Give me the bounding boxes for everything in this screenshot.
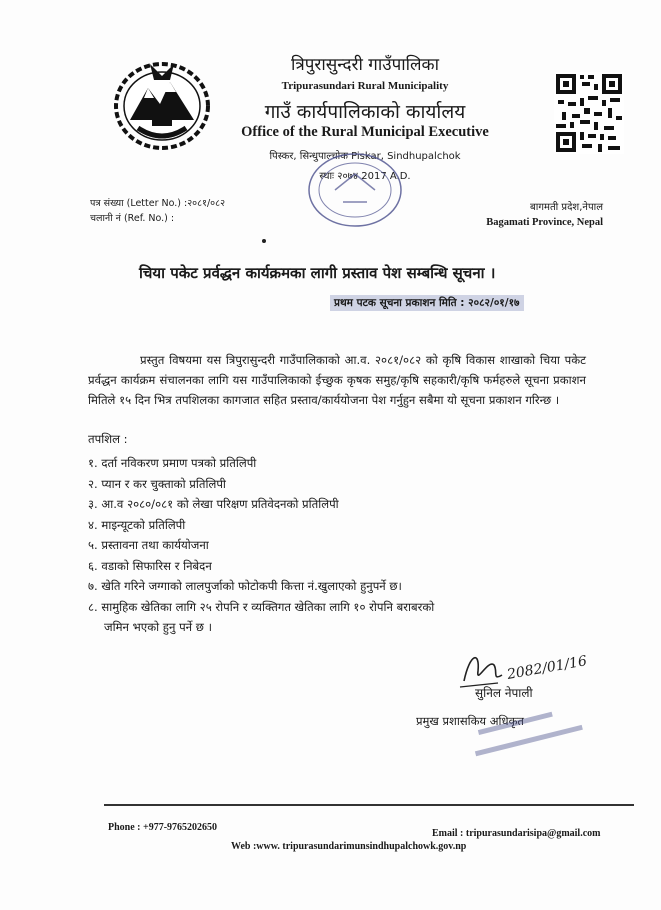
list-item-continuation: जमिन भएको हुनु पर्ने छ । bbox=[104, 620, 213, 634]
body-paragraph: प्रस्तुत विषयमा यस त्रिपुरासुन्दरी गाउँपालिकाको आ.व. २०८१/०८२ को कृषि विकास शाखाको चिया पकेट प्रर्वद्धन कार्यक्रम संचालनका लागि यस गाउँपालिकाको ईच्छुक कृषक समुह/कृषि सहकारी/कृषि फर्महरुले सूचना प्रकाशन मितिले १५ दिन भित्र तपशिलका कागजात सहित प्रस्ताव/कार्ययोजना पेश गर्नुहुन सबैमा यो सूचना प्रकाशन गरिन्छ । bbox=[88, 353, 586, 407]
list-item: ३. आ.व २०८०/०८१ को लेखा परिक्षण प्रतिवेदनको प्रतिलिपी bbox=[88, 497, 339, 511]
svg-text:2082/01/16: 2082/01/16 bbox=[505, 653, 589, 683]
office-address: पिस्कर, सिन्धुपाल्चोक Piskar, Sindhupalchok bbox=[269, 151, 461, 162]
signatory-name: सुनिल नेपाली bbox=[475, 686, 533, 700]
list-item: ७. खेति गरिने जग्गाको लालपुर्जाको फोटोकपी कित्ता नं.खुलाएको हुनुपर्ने छ। bbox=[88, 579, 402, 593]
notice-subject: चिया पकेट प्रर्वद्धन कार्यक्रमका लागी प्रस्ताव पेश सम्बन्धि सूचना । bbox=[139, 264, 496, 282]
reference-number: चलानी नं (Ref. No.) : bbox=[90, 213, 175, 224]
office-stamp bbox=[305, 150, 405, 230]
signatory-title: प्रमुख प्रशासकिय अधिकृत bbox=[416, 714, 524, 728]
province-en: Bagamati Province, Nepal bbox=[486, 217, 603, 228]
province-np: बागमती प्रदेश,नेपाल bbox=[530, 202, 603, 213]
municipality-name-en: Tripurasundari Rural Municipality bbox=[281, 80, 449, 92]
signatory-stamp bbox=[446, 702, 596, 782]
bullet-mark bbox=[262, 239, 266, 243]
notice-body bbox=[88, 350, 586, 410]
office-name-np: गाउँ कार्यपालिकाको कार्यालय bbox=[264, 101, 466, 123]
list-item: १. दर्ता नविकरण प्रमाण पत्रको प्रतिलिपी bbox=[88, 456, 257, 470]
footer-divider bbox=[104, 804, 634, 806]
publication-date: प्रथम पटक सूचना प्रकाशन मिति : २०८२/०१/१७ bbox=[330, 295, 524, 311]
letter-number: पत्र संख्या (Letter No.) :२०८१/०८२ bbox=[90, 198, 226, 209]
office-name-en: Office of the Rural Municipal Executive bbox=[241, 124, 489, 140]
list-item: ५. प्रस्तावना तथा कार्ययोजना bbox=[88, 538, 209, 552]
list-heading: तपशिल : bbox=[88, 432, 128, 446]
document-list bbox=[88, 453, 588, 638]
footer-email[interactable]: Email : tripurasundarisipa@gmail.com bbox=[432, 828, 601, 839]
footer-phone: Phone : +977-9765202650 bbox=[108, 822, 218, 833]
list-item: ८. सामुहिक खेतिका लागि २५ रोपनि र व्यक्तिगत खेतिका लागि १० रोपनि बराबरको bbox=[88, 599, 435, 614]
list-item: ६. वडाको सिफारिस र निबेदन bbox=[88, 558, 212, 573]
qr-code-icon bbox=[554, 72, 624, 154]
established-year: स्थाः २०७४ 2017 A.D. bbox=[319, 171, 411, 182]
footer-website[interactable]: Web :www. tripurasundarimunsindhupalchowk.gov.np bbox=[231, 841, 467, 852]
list-item: ४. माइन्यूटको प्रतिलिपी bbox=[88, 517, 186, 532]
list-item: २. प्यान र कर चुक्ताको प्रतिलिपी bbox=[88, 476, 226, 491]
municipality-name-np: त्रिपुरासुन्दरी गाउँपालिका bbox=[290, 55, 440, 75]
